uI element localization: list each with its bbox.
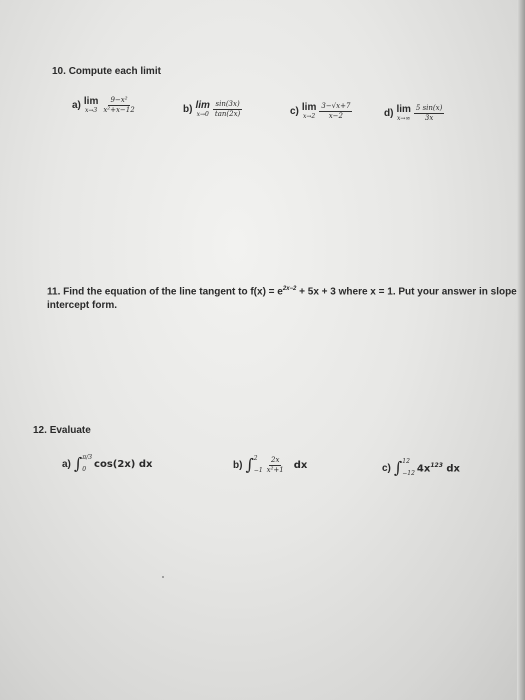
item-label: a) — [62, 458, 71, 470]
problem-12b — [233, 455, 307, 475]
problem-12-number: 12. — [33, 425, 47, 436]
problem-10d — [384, 104, 444, 123]
problem-11-text-before: Find the equation of the line tangent to f(x) = e — [63, 286, 283, 298]
limit-operator: lim x→∞ — [396, 103, 411, 122]
fraction: $\frac{2x}{\text{x²+1}}$ — [266, 455, 284, 474]
integral-sign: ∫ — [245, 455, 254, 474]
problem-10a — [72, 96, 137, 115]
fraction: $\frac{5 \sin(x)}{3x}$ — [415, 104, 443, 122]
integral-bounds: 2 −1 — [253, 455, 263, 474]
problem-12-heading — [33, 425, 91, 436]
integral: ∫ π/3 0 cos(2x) dx — [73, 454, 153, 473]
problem-12-title: Evaluate — [49, 425, 91, 436]
integral-bounds: π/3 0 — [82, 454, 93, 473]
problem-11 — [47, 282, 517, 313]
item-label: c) — [382, 462, 391, 474]
problem-10-title: Compute each limit — [68, 66, 161, 77]
item-label: d) — [384, 108, 394, 119]
integral-sign: ∫ — [73, 454, 83, 473]
problem-10c — [290, 102, 352, 121]
integral-bounds: 12 −12 — [402, 458, 415, 477]
limit-operator: lim x→2 — [301, 101, 317, 120]
limit-operator: lim x→0 — [195, 99, 210, 118]
item-label: b) — [233, 459, 243, 471]
item-label: c) — [290, 106, 299, 117]
speck-mark — [162, 576, 164, 578]
limit-operator: lim x→3 — [83, 95, 99, 114]
problem-12a — [62, 454, 152, 474]
fraction: $\frac{\text{9−x²}}{\text{x²+x−12}}$ — [103, 96, 135, 114]
problem-11-text-line2: intercept form. — [47, 300, 118, 312]
fraction: $\frac{3-√x+7}{x-2}$ — [321, 102, 351, 120]
page-edge — [517, 0, 525, 700]
item-label: b) — [183, 104, 193, 115]
problem-12c — [382, 458, 460, 478]
problem-10-number: 10. — [52, 66, 66, 77]
problem-10b — [183, 100, 242, 119]
integral: ∫ 2 −1 $\frac{2x}{\text{x²+1}}$ dx — [245, 455, 308, 474]
integral-sign: ∫ — [393, 458, 403, 477]
integral: ∫ 12 −12 $4x^{123}$ dx — [393, 458, 460, 477]
problem-11-text-after: + 5x + 3 where x = 1. Put your answer in slope — [296, 286, 517, 298]
problem-10-heading — [52, 66, 161, 77]
item-label: a) — [72, 100, 81, 111]
exponent: 2x−2 — [282, 286, 297, 292]
fraction: $\frac{\sin(3x)}{\tan(2x)}$ — [214, 100, 241, 118]
problem-11-number: 11. — [47, 286, 61, 298]
